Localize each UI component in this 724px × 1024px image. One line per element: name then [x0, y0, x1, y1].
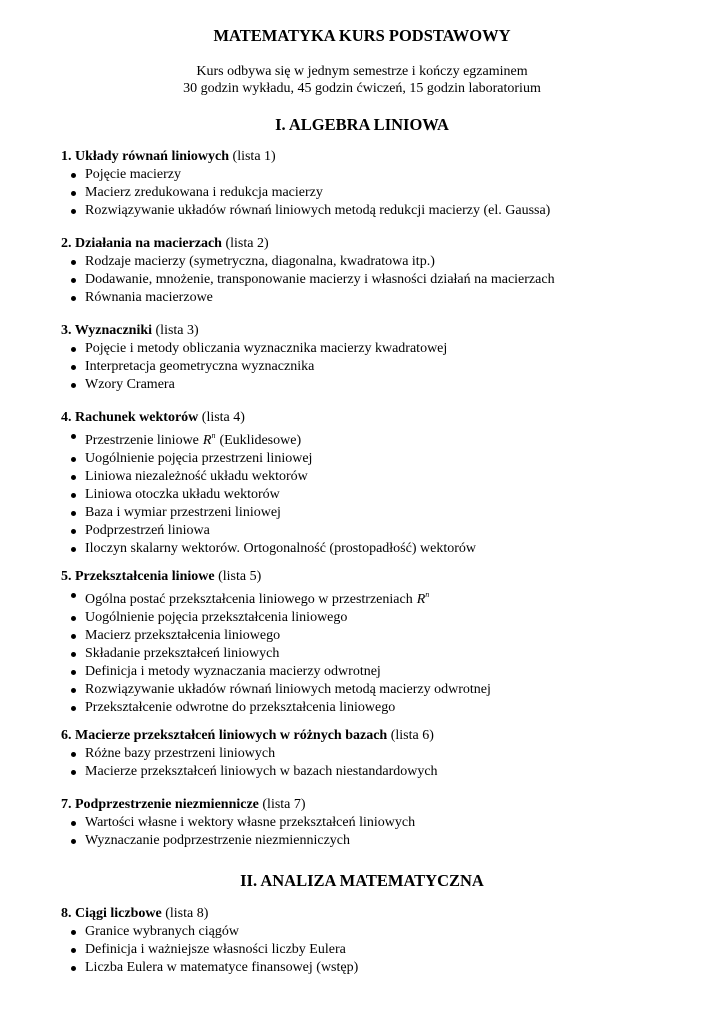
bullet-icon	[71, 278, 76, 283]
item-suffix: (Euklidesowe)	[219, 433, 302, 448]
item-text: Liczba Eulera w matematyce finansowej (wstęp)	[85, 960, 359, 975]
bullet-icon	[71, 365, 76, 370]
section-items	[61, 814, 701, 850]
section-items	[61, 253, 701, 307]
bullet-icon	[71, 770, 76, 775]
list-item	[61, 340, 701, 358]
list-item	[61, 253, 701, 271]
item-text: Macierze przekształceń liniowych w bazach niestandardowych	[85, 764, 438, 779]
bullet-icon	[71, 457, 76, 462]
item-text: Rozwiązywanie układów równań liniowych metodą redukcji macierzy (el. Gaussa)	[85, 203, 551, 218]
list-item	[61, 959, 701, 977]
section-heading	[61, 727, 701, 745]
bullet-icon	[71, 688, 76, 693]
list-item	[61, 289, 701, 307]
section-heading	[61, 568, 701, 586]
bullet-icon	[71, 191, 76, 196]
section-name: 7. Podprzestrzenie niezmiennicze	[61, 797, 259, 812]
bullet-icon	[71, 383, 76, 388]
item-text: Składanie przekształceń liniowych	[85, 646, 280, 661]
section-items	[61, 166, 701, 220]
bullet-icon	[71, 547, 76, 552]
list-item	[61, 271, 701, 289]
bullet-icon	[71, 529, 76, 534]
item-text: Pojęcie i metody obliczania wyznacznika macierzy kwadratowej	[85, 341, 448, 356]
item-text: Rodzaje macierzy (symetryczna, diagonalna, kwadratowa itp.)	[85, 254, 435, 269]
section-name: 1. Układy równań liniowych	[61, 149, 230, 164]
section-3	[61, 322, 701, 394]
list-item	[61, 184, 701, 202]
section-list-ref: (lista 1)	[232, 149, 276, 164]
section-6	[61, 727, 701, 781]
list-item	[61, 522, 701, 540]
item-text: Przekształcenie odwrotne do przekształcenia liniowego	[85, 700, 396, 715]
bullet-icon	[71, 652, 76, 657]
bullet-icon	[71, 821, 76, 826]
item-text: Przestrzenie liniowe	[85, 433, 199, 448]
item-text: Dodawanie, mnożenie, transponowanie macierzy i własności działań na macierzach	[85, 272, 555, 287]
section-items	[61, 923, 701, 977]
course-intro	[0, 63, 724, 97]
math-base: R	[202, 433, 212, 448]
section-name: 6. Macierze przekształceń liniowych w różnych bazach	[61, 728, 388, 743]
section-heading	[61, 148, 701, 166]
section-items	[61, 586, 701, 717]
bullet-icon	[71, 634, 76, 639]
list-item	[61, 504, 701, 522]
section-heading	[61, 322, 701, 340]
bullet-icon	[71, 839, 76, 844]
section-list-ref: (lista 4)	[201, 410, 245, 425]
math-r-n	[417, 592, 430, 607]
section-7	[61, 796, 701, 850]
section-8	[61, 905, 701, 977]
part-title-analysis: II. ANALIZA MATEMATYCZNA	[240, 871, 484, 890]
section-heading	[61, 409, 701, 427]
list-item	[61, 166, 701, 184]
section-heading	[61, 235, 701, 253]
bullet-icon	[71, 752, 76, 757]
list-item	[61, 540, 701, 558]
list-item	[61, 663, 701, 681]
list-item	[61, 468, 701, 486]
list-item	[61, 745, 701, 763]
list-item	[61, 427, 701, 450]
math-exponent: n	[425, 590, 430, 599]
item-text: Liniowa otoczka układu wektorów	[85, 487, 280, 502]
list-item	[61, 486, 701, 504]
list-item	[61, 376, 701, 394]
section-5	[61, 568, 701, 717]
section-items	[61, 427, 701, 558]
bullet-icon	[71, 511, 76, 516]
section-items	[61, 745, 701, 781]
bullet-icon	[71, 209, 76, 214]
bullet-icon	[71, 173, 76, 178]
section-name: 4. Rachunek wektorów	[61, 410, 199, 425]
section-2	[61, 235, 701, 307]
bullet-icon	[71, 493, 76, 498]
item-text: Baza i wymiar przestrzeni liniowej	[85, 505, 281, 520]
item-text: Liniowa niezależność układu wektorów	[85, 469, 308, 484]
list-item	[61, 645, 701, 663]
list-item	[61, 450, 701, 468]
list-item	[61, 923, 701, 941]
section-1	[61, 148, 701, 220]
section-4	[61, 409, 701, 558]
item-text: Równania macierzowe	[85, 290, 213, 305]
item-text: Ogólna postać przekształcenia liniowego w przestrzeniach	[85, 592, 413, 607]
section-list-ref: (lista 8)	[165, 906, 209, 921]
item-text: Rozwiązywanie układów równań liniowych metodą macierzy odwrotnej	[85, 682, 491, 697]
list-item	[61, 358, 701, 376]
section-heading	[61, 905, 701, 923]
item-text: Definicja i metody wyznaczania macierzy odwrotnej	[85, 664, 381, 679]
math-r-n	[203, 433, 216, 448]
bullet-icon	[71, 434, 76, 439]
item-text: Uogólnienie pojęcia przestrzeni liniowej	[85, 451, 313, 466]
section-heading	[61, 796, 701, 814]
section-list-ref: (lista 6)	[390, 728, 434, 743]
item-text: Wyznaczanie podprzestrzenie niezmienniczych	[85, 833, 351, 848]
list-item	[61, 202, 701, 220]
item-text: Uogólnienie pojęcia przekształcenia liniowego	[85, 610, 348, 625]
section-name: 2. Działania na macierzach	[61, 236, 222, 251]
list-item	[61, 681, 701, 699]
item-text: Pojęcie macierzy	[85, 167, 182, 182]
bullet-icon	[71, 930, 76, 935]
item-text: Podprzestrzeń liniowa	[85, 523, 210, 538]
item-text: Interpretacja geometryczna wyznacznika	[85, 359, 315, 374]
intro-line-exam: Kurs odbywa się w jednym semestrze i kończy egzaminem	[196, 64, 528, 79]
intro-line-hours: 30 godzin wykładu, 45 godzin ćwiczeń, 15 godzin laboratorium	[183, 81, 541, 96]
bullet-icon	[71, 706, 76, 711]
bullet-icon	[71, 260, 76, 265]
bullet-icon	[71, 475, 76, 480]
bullet-icon	[71, 347, 76, 352]
bullet-icon	[71, 296, 76, 301]
bullet-icon	[71, 670, 76, 675]
section-items	[61, 340, 701, 394]
document-title: MATEMATYKA KURS PODSTAWOWY	[213, 26, 511, 45]
item-text: Wartości własne i wektory własne przekształceń liniowych	[85, 815, 416, 830]
item-text: Wzory Cramera	[85, 377, 175, 392]
item-text: Różne bazy przestrzeni liniowych	[85, 746, 276, 761]
section-name: 5. Przekształcenia liniowe	[61, 569, 215, 584]
part-title-algebra: I. ALGEBRA LINIOWA	[275, 115, 449, 134]
list-item	[61, 627, 701, 645]
section-list-ref: (lista 3)	[155, 323, 199, 338]
bullet-icon	[71, 966, 76, 971]
item-text: Macierz przekształcenia liniowego	[85, 628, 281, 643]
list-item	[61, 941, 701, 959]
section-list-ref: (lista 5)	[218, 569, 262, 584]
item-text: Definicja i ważniejsze własności liczby Eulera	[85, 942, 346, 957]
item-text: Iloczyn skalarny wektorów. Ortogonalność (prostopadłość) wektorów	[85, 541, 476, 556]
section-list-ref: (lista 7)	[262, 797, 306, 812]
math-base: R	[416, 592, 426, 607]
section-name: 3. Wyznaczniki	[61, 323, 153, 338]
section-name: 8. Ciągi liczbowe	[61, 906, 162, 921]
list-item	[61, 763, 701, 781]
bullet-icon	[71, 616, 76, 621]
list-item	[61, 586, 701, 609]
list-item	[61, 609, 701, 627]
section-list-ref: (lista 2)	[225, 236, 269, 251]
math-exponent: n	[211, 431, 216, 440]
list-item	[61, 699, 701, 717]
list-item	[61, 814, 701, 832]
item-text: Macierz zredukowana i redukcja macierzy	[85, 185, 323, 200]
item-text: Granice wybranych ciągów	[85, 924, 239, 939]
list-item	[61, 832, 701, 850]
bullet-icon	[71, 948, 76, 953]
bullet-icon	[71, 593, 76, 598]
